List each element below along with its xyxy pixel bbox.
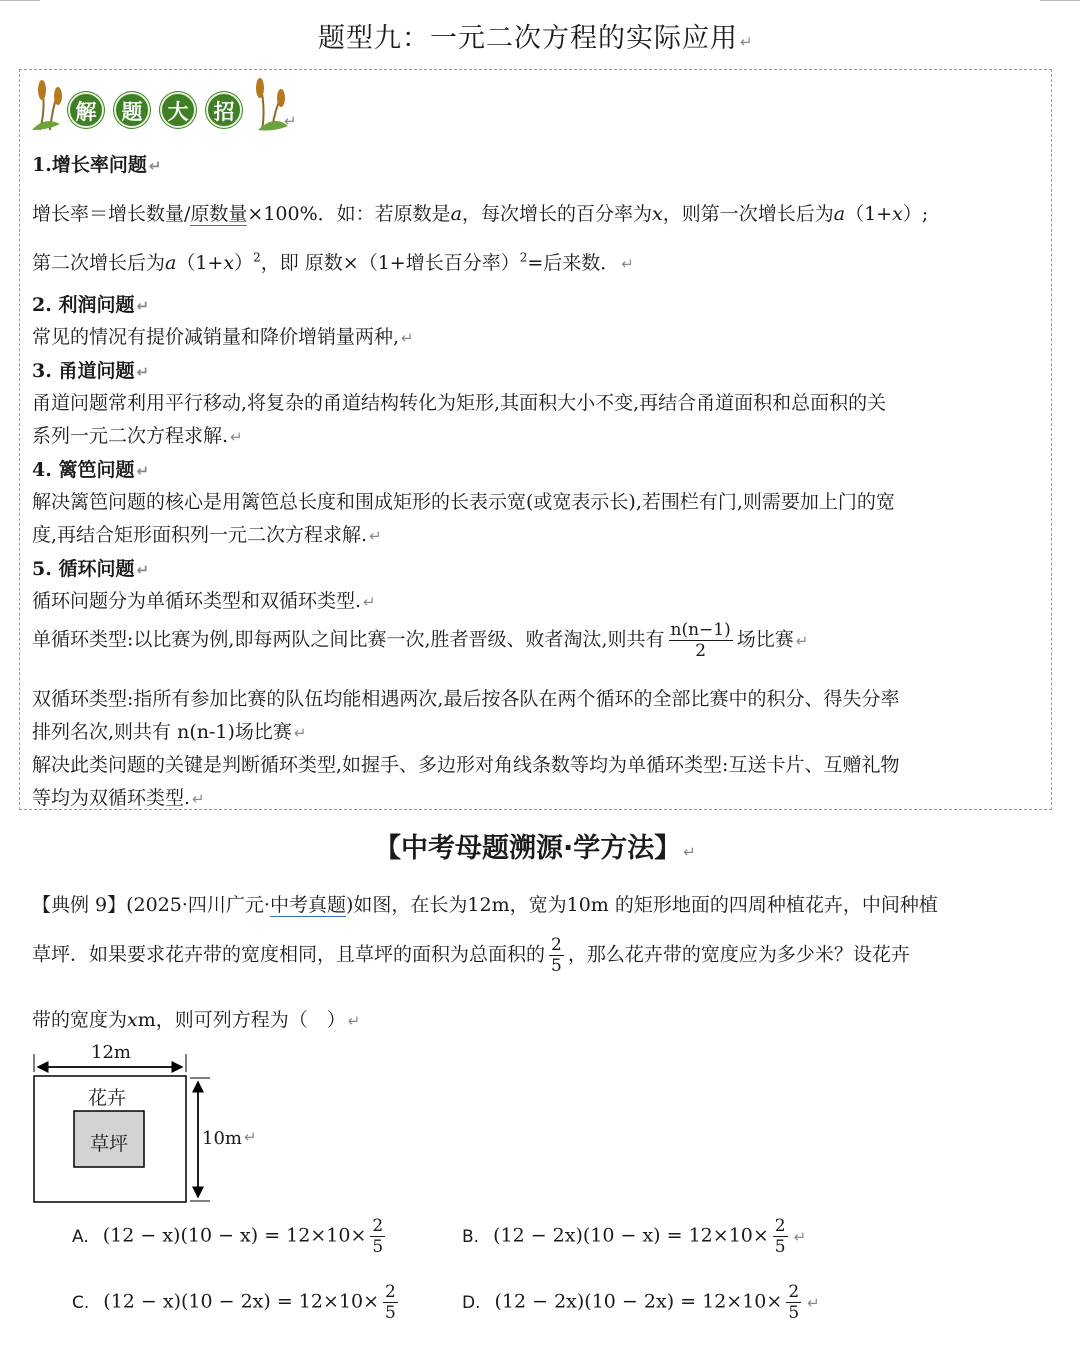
loop-line-1: 循环问题分为单循环类型和双循环类型. ↵ [32,590,376,612]
fence-line-1: 解决篱笆问题的核心是用篱笆总长度和围成矩形的长表示宽(或宽表示长),若围栏有门,则需要加上门的宽 [32,491,895,513]
passage-line-2: 系列一元二次方程求解. ↵ [32,425,243,447]
profit-line-1: 常见的情况有提价减销量和降价增销量两种, ↵ [32,326,414,348]
example-line-1: 【典例 9】(2025·四川广元·中考真题)如图，在长为12m，宽为10m 的矩形地面的四周种植花卉，中间种植 [32,894,938,916]
fraction-games: $\frac{n(n-1)}{2}$ [670,620,731,661]
fraction-two-fifths: $\frac{2}{5}$ [551,935,562,976]
example-line-2: 草坪．如果要求花卉带的宽度相同，且草坪的面积为总面积的 $\frac{2}{5}$ ，那么花卉带的宽度应为多少米？设花卉 [32,935,910,976]
badge-zhao: 招 [206,92,242,128]
growth-rate-line-2: 第二次增长后为$a(1+x)^2$，即 原数×（1+增长百分率）$^2$=后来数． ↵ [32,250,634,274]
choice-a[interactable]: A. (12 − x)(10 − x) = 12×10× $\frac{2}{5}$ [72,1216,384,1257]
growth-rate-line-1: 增长率＝增长数量/原数量×100%．如：若原数是a，每次增长的百分率为x，则第一次增长后为a（1+x）; [32,203,929,225]
passage-line-1: 甬道问题常利用平行移动,将复杂的甬道结构转化为矩形,其面积大小不变,再结合甬道面积和总面积的关 [32,392,887,414]
page-corner-right [1040,0,1080,1]
heading-fence: 4. 篱笆问题 ↵ [32,459,150,481]
badge-da: 大 [160,92,196,128]
heading-loop: 5. 循环问题 ↵ [32,558,150,580]
figure-flower-label: 花卉 [88,1087,127,1109]
figure-grass-label: 草坪 [90,1133,129,1155]
choice-b[interactable]: B. (12 − 2x)(10 − x) = 12×10× $\frac{2}{5}$ ↵ [462,1216,807,1257]
page-title: 题型九：一元二次方程的实际应用 ↵ [318,23,754,54]
heading-passage: 3. 甬道问题 ↵ [32,360,150,382]
loop-line-5: 解决此类问题的关键是判断循环类型,如握手、多边形对角线条数等均为单循环类型:互送卡片、互赠礼物 [32,754,900,776]
section-title: 【中考母题溯源·学方法】 ↵ [374,833,696,864]
heading-growth-rate: 1.增长率问题 ↵ [32,154,162,176]
loop-line-4: 排列名次,则共有 n(n-1)场比赛 ↵ [32,721,307,743]
example-line-3: 带的宽度为xm，则可列方程为（ ） ↵ [32,1009,361,1031]
fence-line-2: 度,再结合矩形面积列一元二次方程求解. ↵ [32,524,382,546]
loop-line-3: 双循环类型:指所有参加比赛的队伍均能相遇两次,最后按各队在两个循环的全部比赛中的积分、得失分率 [32,688,900,710]
rectangle-figure [30,1040,270,1210]
page-corner-left [0,0,40,1]
badge-ti: 题 [114,92,150,128]
badge-jie: 解 [68,92,104,128]
loop-line-2: 单循环类型:以比赛为例,即每两队之间比赛一次,胜者晋级、败者淘汰,则共有 $\frac{n(n-1)}{2}$ 场比赛 ↵ [32,620,809,661]
choice-d[interactable]: D. (12 − 2x)(10 − 2x) = 12×10× $\frac{2}{5}$ ↵ [462,1282,820,1323]
paragraph-mark: ↵ [284,112,297,130]
choice-c[interactable]: C. (12 − x)(10 − 2x) = 12×10× $\frac{2}{5}$ [72,1282,396,1323]
loop-line-6: 等均为双循环类型. ↵ [32,787,205,809]
figure-length-label: 12m [91,1042,131,1063]
figure-width-label: 10m ↵ [202,1128,257,1149]
heading-profit: 2. 利润问题 ↵ [32,294,150,316]
